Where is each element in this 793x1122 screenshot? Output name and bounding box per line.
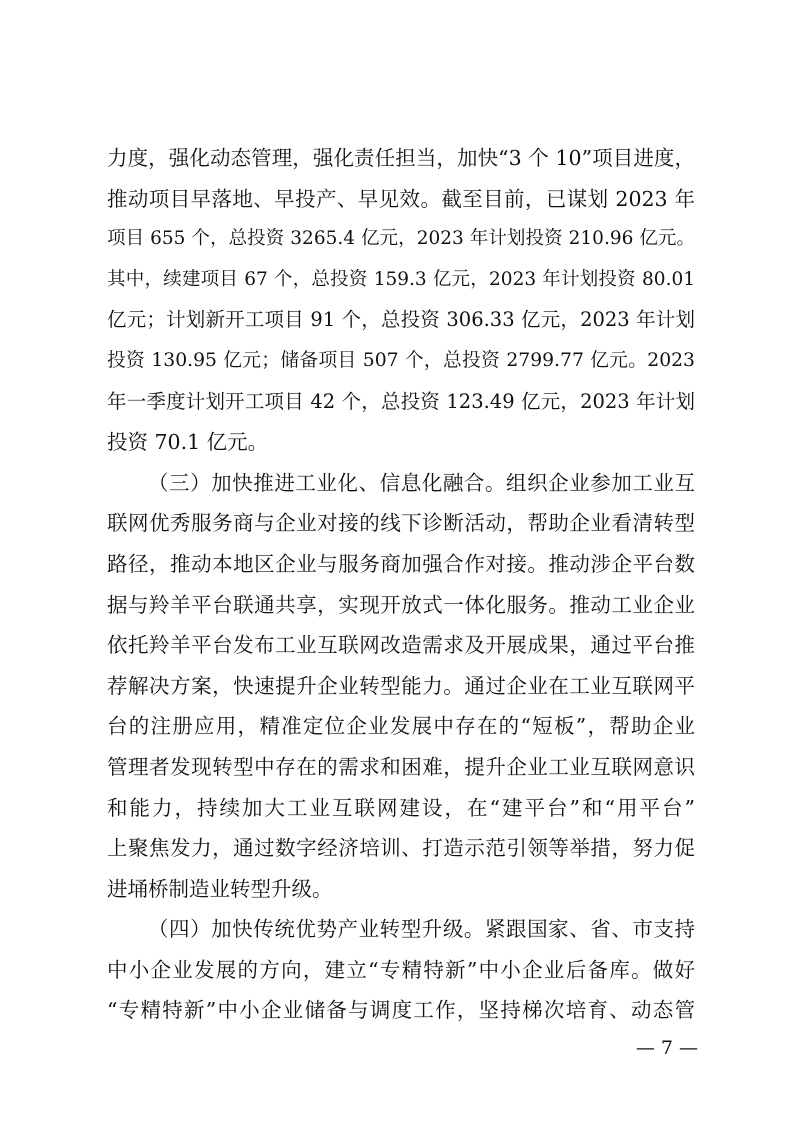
text-line: 力度，强化动态管理，强化责任担当，加快“3 个 10”项目进度，	[107, 146, 695, 170]
text-line: 项目 655 个，总投资 3265.4 亿元，2023 年计划投资 210.96 亿元。	[107, 228, 695, 250]
text-line: 荐解决方案，快速提升企业转型能力。通过企业在工业互联网平	[107, 673, 695, 698]
page-number: — 7 —	[635, 1037, 698, 1059]
body-text	[107, 138, 695, 1031]
text-line: 台的注册应用，精准定位企业发展中存在的“短板”，帮助企业	[107, 714, 695, 739]
text-line: 推动项目早落地、早投产、早见效。截至目前，已谋划 2023 年	[107, 186, 695, 211]
text-line: 管理者发现转型中存在的需求和困难，提升企业工业互联网意识	[107, 754, 695, 779]
text-line: “专精特新”中小企业储备与调度工作，坚持梯次培育、动态管	[107, 998, 695, 1023]
paragraph	[107, 138, 695, 463]
text-line: 进埇桥制造业转型升级。	[107, 876, 333, 901]
text-line: 亿元；计划新开工项目 91 个，总投资 306.33 亿元，2023 年计划	[107, 308, 695, 332]
text-line: 其中，续建项目 67 个，总投资 159.3 亿元，2023 年计划投资 80.01	[107, 268, 695, 290]
text-line: 年一季度计划开工项目 42 个，总投资 123.49 亿元，2023 年计划	[107, 389, 695, 413]
paragraph	[107, 463, 695, 910]
text-line: 路径，推动本地区企业与服务商加强合作对接。推动涉企平台数	[107, 551, 695, 576]
text-line: 联网优秀服务商与企业对接的线下诊断活动，帮助企业看清转型	[107, 511, 695, 536]
text-line: 中小企业发展的方向，建立“专精特新”中小企业后备库。做好	[107, 957, 695, 982]
section-heading-line: （三）加快推进工业化、信息化融合。组织企业参加工业互	[148, 470, 695, 495]
section-heading-line: （四）加快传统优势产业转型升级。紧跟国家、省、市支持	[148, 917, 695, 942]
text-line: 投资 70.1 亿元。	[107, 430, 269, 455]
text-line: 据与羚羊平台联通共享，实现开放式一体化服务。推动工业企业	[107, 592, 695, 617]
text-line: 依托羚羊平台发布工业互联网改造需求及开展成果，通过平台推	[107, 633, 695, 658]
text-line: 和能力，持续加大工业互联网建设，在“建平台”和“用平台”	[107, 795, 695, 820]
paragraph	[107, 909, 695, 1031]
text-line: 上聚焦发力，通过数字经济培训、打造示范引领等举措，努力促	[107, 836, 695, 861]
text-line: 投资 130.95 亿元；储备项目 507 个，总投资 2799.77 亿元。2023	[107, 349, 695, 371]
